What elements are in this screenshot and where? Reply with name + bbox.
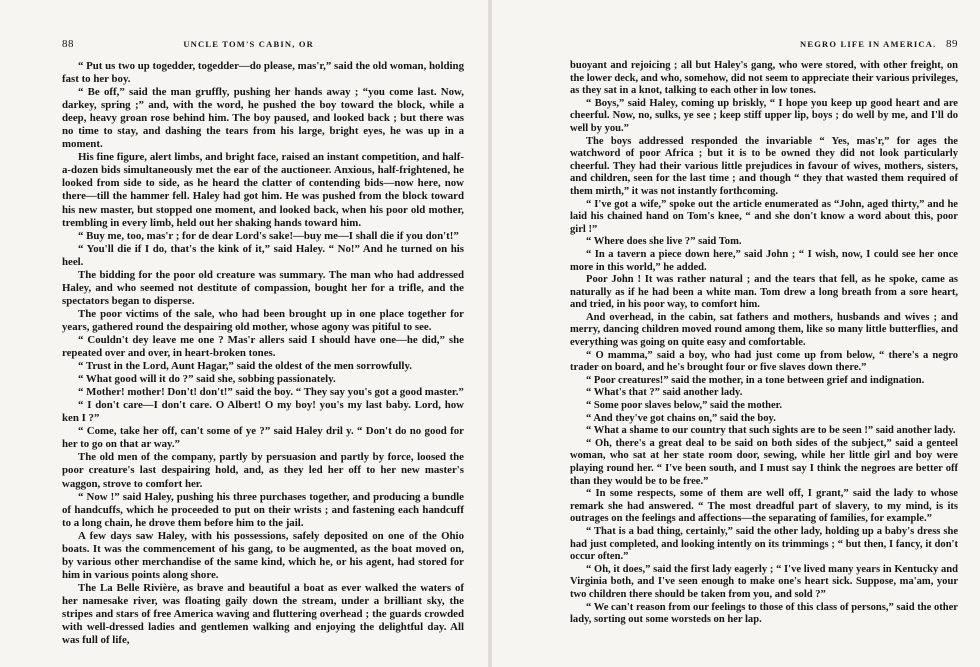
right-page [490,0,980,667]
paragraph: A few days saw Haley, with his possessions, safely deposited on one of the Ohio boats. It was the commencement of his gang, to be augmented, as the boat moved on, by various other merchandise of the same kind, which he, or his agent, had stored for him in various points along shore. [62,529,464,581]
paragraph: “ What a shame to our country that such sights are to be seen !” said another lady. [586,425,956,437]
paragraph: Poor John ! It was rather natural ; and the tears that fell, as he spoke, came as naturally as if he had been a white man. Tom drew a long breath from a sore heart, and tried, in his poor way, to comfort him. [570,274,958,311]
paragraph: “ Oh, it does,” said the first lady eagerly ; “ I've lived many years in Kentucky and Virginia both, and I've seen enough to make one's heart sick. Suppose, ma'am, your two children there should be taken from you, and sold ?” [570,563,958,600]
paragraph: “ I don't care—I don't care. O Albert! O my boy! you's my last baby. Lord, how ken I ?” [62,399,464,425]
paragraph: “ Be off,” said the man gruffly, pushing her hands away ; “you come last. Now, darkey, spring ;” and, with the word, he pushed the boy toward the block, while a deep, heavy groan rose behind him. The boy paused, and looked back ; but there was no time to stay, and dashing the tears from his large, bright eyes, he was up in a moment. [62,86,464,151]
continued-paragraph: buoyant and rejoicing ; all but Haley's gang, who were stored, with other freight, on the lower deck, and who, somehow, did not seem to appreciate their various privileges, as they sat in a knot, talking to each other in low tones. [570,60,958,97]
paragraph: The boys addressed responded the invariable “ Yes, mas'r,” for ages the watchword of poor Africa ; but it is to be owned they did not look particularly cheerful. They had their various little prejudices in favour of wives, mothers, sisters, and children, seen for the last time ; and though “ they that wasted them required of them mirth,” it was not instantly forthcoming. [570,135,958,197]
paragraph: “ Where does she live ?” said Tom. [586,236,742,248]
paragraph: His fine figure, alert limbs, and bright face, raised an instant competition, and half-a-dozen bids simultaneously met the ear of the auctioneer. Anxious, half-frightened, he looked from side to side, as he heard the clatter of contending bids—now here, now there—till the hammer fell. Haley had got him. He was pushed from the block toward his new master, but stopped one moment, and looked back, when his poor old mother, trembling in every limb, held out her shaking hands toward him. [62,151,464,229]
paragraph: “ Oh, there's a great deal to be said on both sides of the subject,” said a genteel woman, who sat at her state room door, sewing, while her little girl and boy were playing round her. “ I've been south, and I must say I think the negroes are better off than they would be to be free.” [570,437,958,487]
paragraph: “ Poor creatures!” said the mother, in a tone between grief and indignation. [586,374,925,386]
paragraph: “ What good will it do ?” said she, sobbing passionately. [78,373,336,386]
paragraph: “ Put us two up togedder, togedder—do please, mas'r,” said the old woman, holding fast to her boy. [62,60,464,86]
paragraph: “ O mamma,” said a boy, who had just come up from below, “ there's a negro trader on board, and he's brought four or five slaves down there.” [570,349,958,374]
paragraph: The bidding for the poor old creature was summary. The man who had addressed Haley, and who seemed not destitute of compassion, bought her for a trifle, and the spectators began to disperse. [62,268,464,307]
left-page-number: 88 [62,38,74,50]
paragraph: “ Come, take her off, can't some of ye ?” said Haley dril y. “ Don't do no good for her to go on that ar way.” [62,425,464,451]
paragraph: The La Belle Rivière, as brave and beautiful a boat as ever walked the waters of her namesake river, was floating gaily down the stream, under a brilliant sky, the stripes and stars of free America waving and fluttering overhead ; the guards crowded with well-dressed ladies and gentlemen walking and enjoying the delightful day. All was full of life, [62,581,464,647]
paragraph: “ Trust in the Lord, Aunt Hagar,” said the oldest of the men sorrowfully. [78,360,412,373]
paragraph: “ We can't reason from our feelings to those of this class of persons,” said the other lady, sorting out some worsteds on her lap. [570,601,958,626]
paragraph: “ In a tavern a piece down here,” said John ; “ I wish, now, I could see her once more in this world,” he added. [570,248,958,273]
paragraph: “ Buy me, too, mas'r ; for de dear Lord's sake!—buy me—I shall die if you don't!” [78,229,459,242]
right-page-number: 89 [946,38,958,50]
paragraph: “ Now !” said Haley, pushing his three purchases together, and producing a bundle of handcuffs, which he proceeded to put on their wrists ; and fastening each handcuff to a long chain, he drove them before him to the jail. [62,490,464,529]
paragraph: The old men of the company, partly by persuasion and partly by force, loosed the poor creature's last despairing hold, and, as they led her off to her new master's waggon, strove to comfort her. [62,451,464,490]
right-running-title: NEGRO LIFE IN AMERICA. [800,39,937,49]
paragraph: “ Some poor slaves below,” said the mother. [586,400,783,412]
right-running-head [570,38,958,50]
paragraph: “ Boys,” said Haley, coming up briskly, “ I hope you keep up good heart and are cheerful. Now, no, sulks, ye see ; keep stiff upper lip, boys ; do well by me, and I'll do well by you.” [570,97,958,134]
right-page-text [570,60,958,627]
paragraph: “ That is a bad thing, certainly,” said the other lady, holding up a baby's dress she had just completed, and looking intently on its trimmings ; “ but then, I fancy, it don't occur often.” [570,525,958,563]
paragraph: “ You'll die if I do, that's the kink of it,” said Haley. “ No!” And he turned on his heel. [62,242,464,268]
paragraph: “ Mother! mother! Don't! don't!” said the boy. “ They say you's got a good master.” [78,386,464,399]
paragraph: “ And they've got chains on,” said the boy. [586,412,776,424]
paragraph: “ What's that ?” said another lady. [586,387,743,399]
left-running-head [62,38,464,50]
paragraph: “ I've got a wife,” spoke out the article enumerated as “John, aged thirty,” and he laid his chained hand on Tom's knee, “ and she don't know a word about this, poor girl !” [570,198,958,235]
paragraph: And overhead, in the cabin, sat fathers and mothers, husbands and wives ; and merry, dancing children moved round among them, like so many little butterflies, and everything was going on quite easy and comfortable. [570,311,958,349]
left-running-title: UNCLE TOM'S CABIN, OR [183,39,314,49]
paragraph: “ Couldn't dey leave me one ? Mas'r allers said I should have one—he did,” she repeated over and over, in heart-broken tones. [62,333,464,360]
paragraph: “ In some respects, some of them are well off, I grant,” said the lady to whose remark she had answered. “ The most dreadful part of slavery, to my mind, is its outrages on the feelings and affections—the separating of families, for example.” [570,488,958,525]
paragraph: The poor victims of the sale, who had been brought up in one place together for years, gathered round the despairing old mother, whose agony was pitiful to see. [62,307,464,333]
left-page-text [62,60,464,647]
